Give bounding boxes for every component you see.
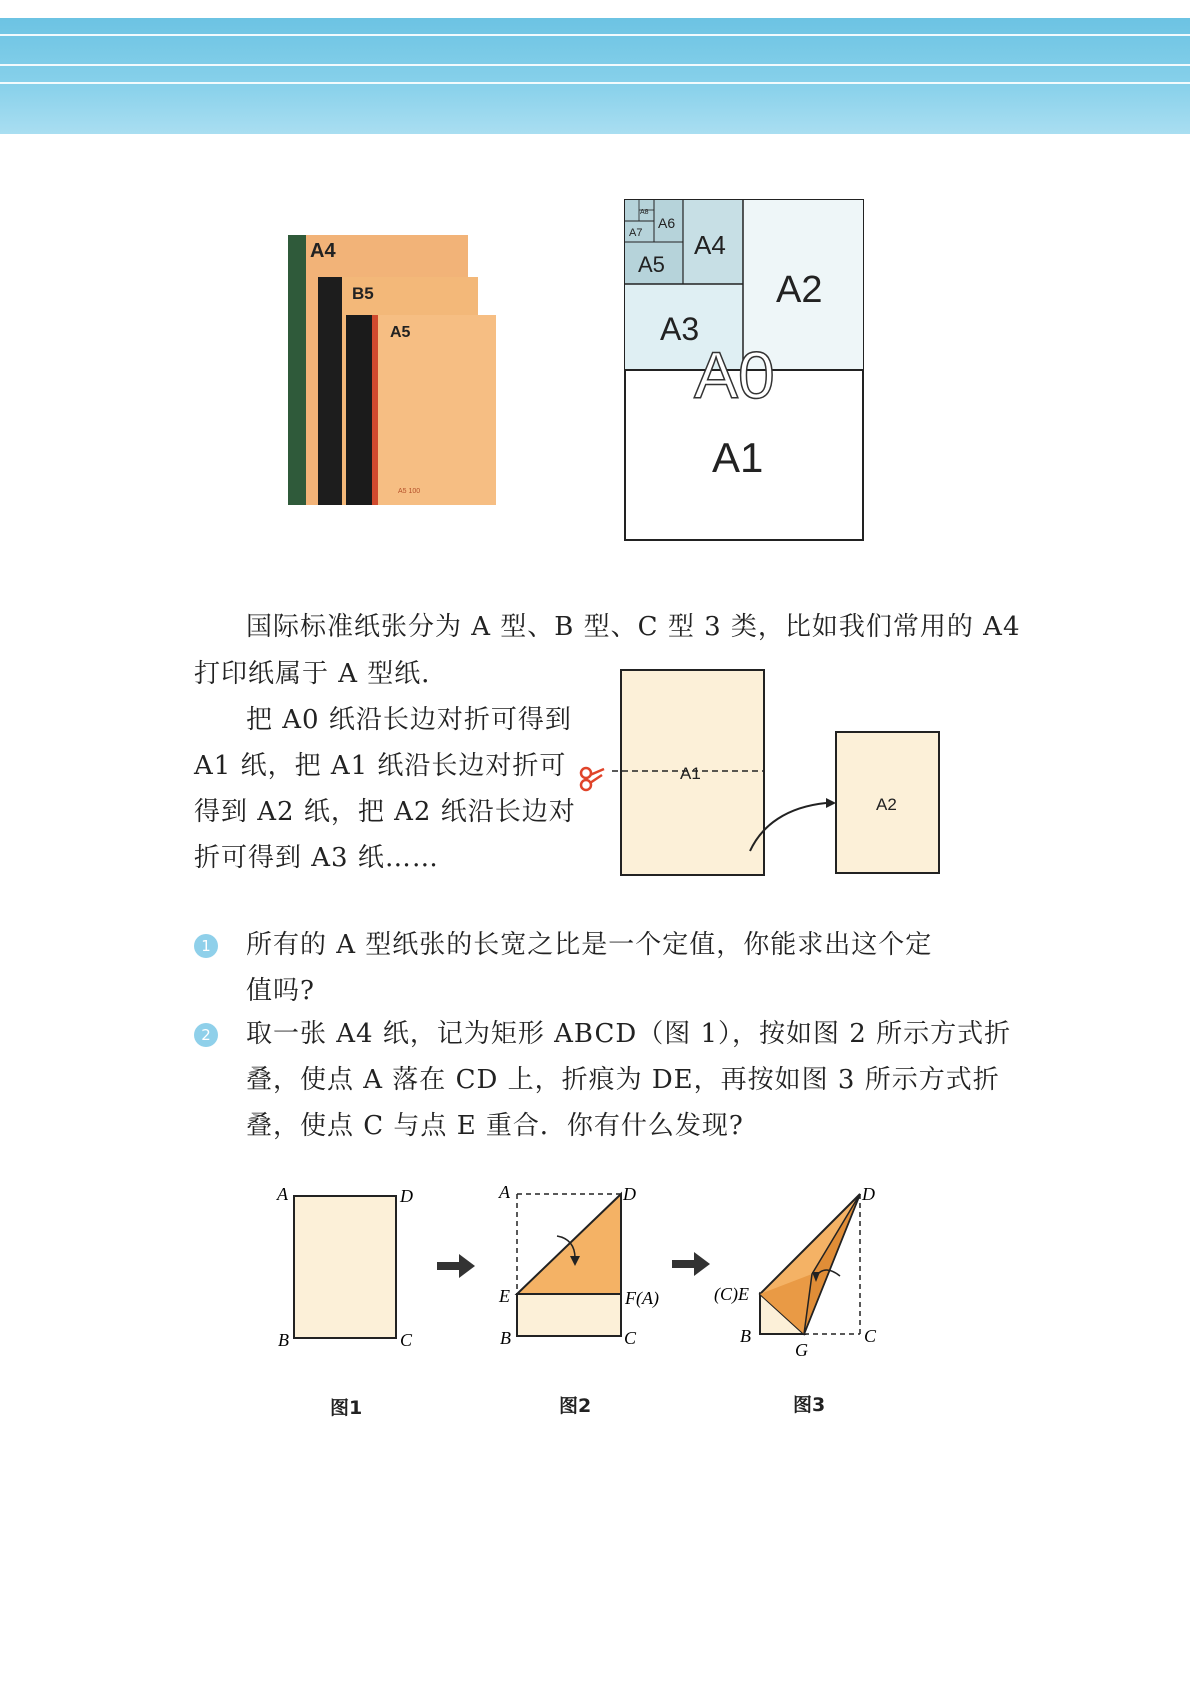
- fig1-label-b: B: [278, 1330, 289, 1350]
- fig3-label-g: G: [795, 1340, 808, 1360]
- sheet-a1-label: A1: [680, 764, 701, 783]
- fig1-label-c: C: [400, 1330, 413, 1350]
- figure-3-caption: 图3: [793, 1394, 826, 1416]
- fig3-label-b: B: [740, 1326, 751, 1346]
- fig2-folded-triangle: [517, 1194, 621, 1294]
- label-a7: A7: [629, 227, 643, 239]
- step-arrow-2: [672, 1252, 712, 1276]
- header-band: [0, 18, 1190, 134]
- figure-3: [712, 1178, 892, 1362]
- label-a3: A3: [660, 311, 700, 347]
- intro-line-4: A1 纸，把 A1 纸沿长边对折可: [194, 751, 567, 781]
- question-1-line-2: 值吗?: [246, 976, 315, 1006]
- notebook-b5-spine: [318, 277, 342, 505]
- fold-a1-a2-diagram: [572, 665, 952, 885]
- notebook-a4-spine: [288, 235, 306, 505]
- fig3-label-c: C: [864, 1326, 877, 1346]
- label-a2: A2: [776, 269, 823, 311]
- intro-line-2: 打印纸属于 A 型纸．: [194, 659, 449, 689]
- intro-line-5: 得到 A2 纸，把 A2 纸沿长边对: [194, 797, 576, 827]
- scissors-icon: [581, 768, 604, 790]
- notebooks-photo: [280, 225, 520, 525]
- intro-line-3: 把 A0 纸沿长边对折可得到: [246, 705, 572, 735]
- intro-line-6: 折可得到 A3 纸……: [194, 843, 439, 873]
- step-arrow-1: [437, 1254, 477, 1278]
- label-a6: A6: [658, 215, 676, 231]
- label-a4: A4: [694, 230, 726, 260]
- question-2-line-1: 取一张 A4 纸，记为矩形 ABCD（图 1），按如图 2 所示方式折: [246, 1019, 1012, 1049]
- notebook-a5-label: A5: [390, 324, 411, 341]
- fig2-bottom-strip: [517, 1294, 621, 1336]
- label-a0: A0: [694, 338, 775, 412]
- sheet-a2-label: A2: [876, 795, 897, 814]
- question-2-line-3: 叠，使点 C 与点 E 重合．你有什么发现?: [246, 1111, 744, 1141]
- header-stripe: [0, 34, 1190, 36]
- paper-size-diagram: [622, 198, 866, 544]
- header-stripe: [0, 64, 1190, 66]
- fig2-label-c: C: [624, 1328, 637, 1348]
- fold-arrow-head: [826, 798, 836, 808]
- label-a5: A5: [638, 252, 665, 277]
- question-1-line-1: 所有的 A 型纸张的长宽之比是一个定值，你能求出这个定: [246, 930, 933, 960]
- figure-1: [272, 1180, 432, 1360]
- intro-line-1: 国际标准纸张分为 A 型、B 型、C 型 3 类，比如我们常用的 A4: [246, 612, 1021, 642]
- notebook-a5-cover-text: A5 100: [398, 488, 421, 495]
- fig2-label-d: D: [623, 1184, 636, 1204]
- fig2-label-e: E: [499, 1286, 510, 1306]
- notebook-a5-spine: [346, 315, 374, 505]
- question-2-line-2: 叠，使点 A 落在 CD 上，折痕为 DE，再按如图 3 所示方式折: [246, 1065, 1000, 1095]
- fig3-label-d: D: [862, 1184, 875, 1204]
- notebook-b5-label: B5: [352, 284, 374, 303]
- question-number-1: 1: [194, 934, 218, 958]
- header-stripe: [0, 82, 1190, 84]
- fig2-label-a: A: [499, 1182, 510, 1202]
- notebook-a5-edge: [372, 315, 378, 505]
- question-number-2: 2: [194, 1023, 218, 1047]
- rectangle-abcd: [294, 1196, 396, 1338]
- notebook-a4-label: A4: [310, 240, 336, 262]
- fig3-label-e: (C)E: [714, 1284, 749, 1304]
- fig2-label-f: F(A): [625, 1288, 659, 1308]
- figure-2-caption: 图2: [559, 1395, 592, 1417]
- label-a1: A1: [712, 434, 764, 481]
- figure-1-caption: 图1: [330, 1397, 363, 1419]
- fig1-label-d: D: [400, 1186, 413, 1206]
- figure-2: [495, 1178, 675, 1360]
- label-a8: A8: [640, 209, 649, 216]
- fig2-label-b: B: [500, 1328, 511, 1348]
- fig1-label-a: A: [277, 1184, 288, 1204]
